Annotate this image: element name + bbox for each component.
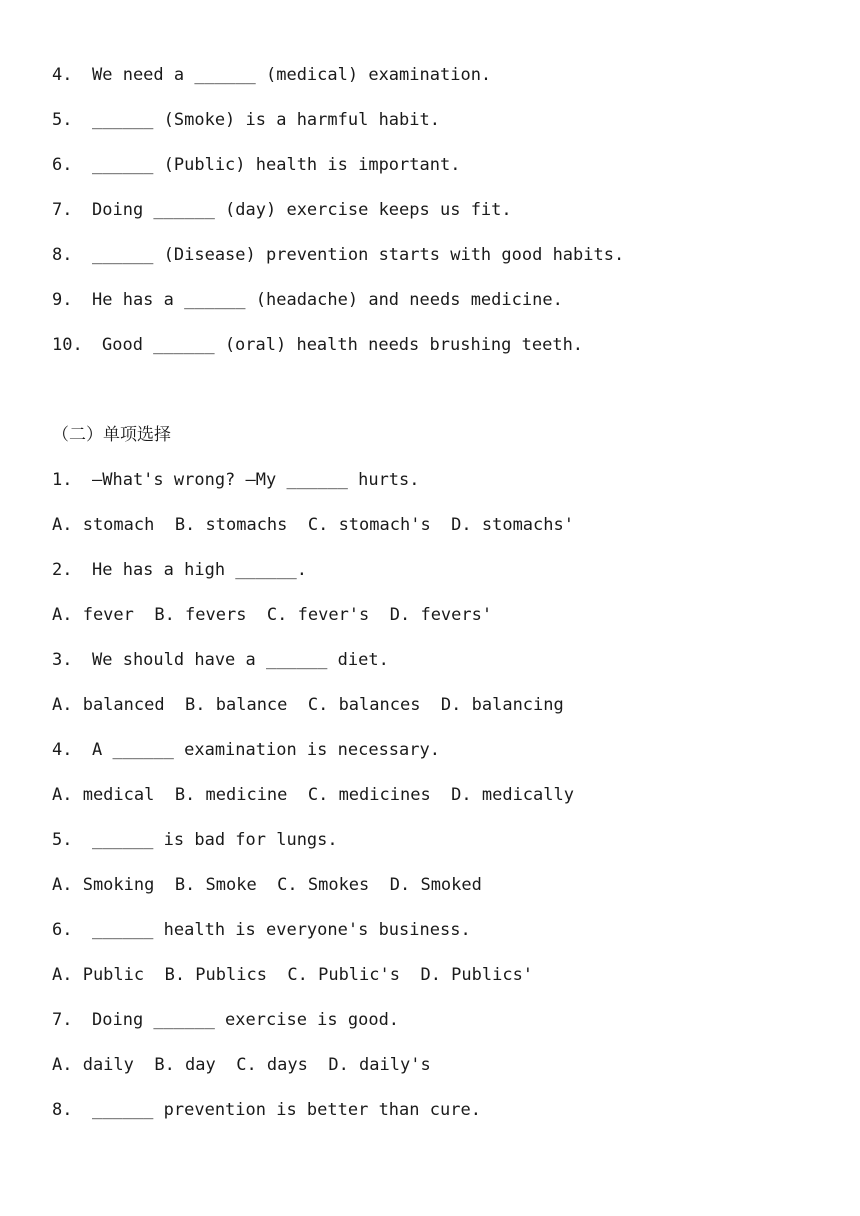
question-text: Doing ______ exercise is good.	[92, 1010, 400, 1030]
question-options: A. Public B. Publics C. Public's D. Publics'	[52, 965, 534, 985]
list-item	[52, 62, 832, 107]
question-text: ______ prevention is better than cure.	[92, 1100, 481, 1120]
item-number: 4.	[52, 65, 73, 85]
part2-section	[52, 422, 832, 1142]
question-number: 4.	[52, 740, 73, 760]
item-number: 7.	[52, 200, 73, 220]
question-text: A ______ examination is necessary.	[92, 740, 440, 760]
document-page	[52, 62, 832, 1142]
item-number: 10.	[52, 335, 83, 355]
question-options: A. medical B. medicine C. medicines D. medically	[52, 785, 574, 805]
item-text: We need a ______ (medical) examination.	[92, 65, 492, 85]
item-text: He has a ______ (headache) and needs medicine.	[92, 290, 563, 310]
item-number: 9.	[52, 290, 73, 310]
list-item	[52, 242, 832, 287]
part1-list	[52, 62, 832, 377]
question-text: We should have a ______ diet.	[92, 650, 389, 670]
question-options: A. balanced B. balance C. balances D. balancing	[52, 695, 564, 715]
question-number: 7.	[52, 1010, 73, 1030]
question-number: 3.	[52, 650, 73, 670]
spacer	[52, 377, 832, 422]
item-text: ______ (Smoke) is a harmful habit.	[92, 110, 440, 130]
item-number: 8.	[52, 245, 73, 265]
question	[52, 737, 832, 782]
question-number: 1.	[52, 470, 73, 490]
question-text: ______ health is everyone's business.	[92, 920, 471, 940]
list-item	[52, 287, 832, 332]
question	[52, 827, 832, 872]
question-options: A. Smoking B. Smoke C. Smokes D. Smoked	[52, 875, 482, 895]
question	[52, 1097, 832, 1142]
question-text: —What's wrong? —My ______ hurts.	[92, 470, 420, 490]
question-text: He has a high ______.	[92, 560, 307, 580]
question	[52, 647, 832, 692]
list-item	[52, 107, 832, 152]
question	[52, 917, 832, 962]
question-number: 5.	[52, 830, 73, 850]
list-item	[52, 332, 832, 377]
question-number: 8.	[52, 1100, 73, 1120]
question-text: ______ is bad for lungs.	[92, 830, 338, 850]
item-text: Doing ______ (day) exercise keeps us fit.	[92, 200, 512, 220]
question-options: A. fever B. fevers C. fever's D. fevers'	[52, 605, 493, 625]
question	[52, 1007, 832, 1052]
question-options: A. daily B. day C. days D. daily's	[52, 1055, 431, 1075]
question-number: 2.	[52, 560, 73, 580]
list-item	[52, 197, 832, 242]
section-heading: （二）单项选择	[52, 425, 171, 445]
question	[52, 557, 832, 602]
item-number: 6.	[52, 155, 73, 175]
item-text: ______ (Disease) prevention starts with good habits.	[92, 245, 625, 265]
item-number: 5.	[52, 110, 73, 130]
item-text: Good ______ (oral) health needs brushing teeth.	[102, 335, 584, 355]
question-number: 6.	[52, 920, 73, 940]
item-text: ______ (Public) health is important.	[92, 155, 461, 175]
list-item	[52, 152, 832, 197]
question-options: A. stomach B. stomachs C. stomach's D. stomachs'	[52, 515, 574, 535]
question	[52, 467, 832, 512]
